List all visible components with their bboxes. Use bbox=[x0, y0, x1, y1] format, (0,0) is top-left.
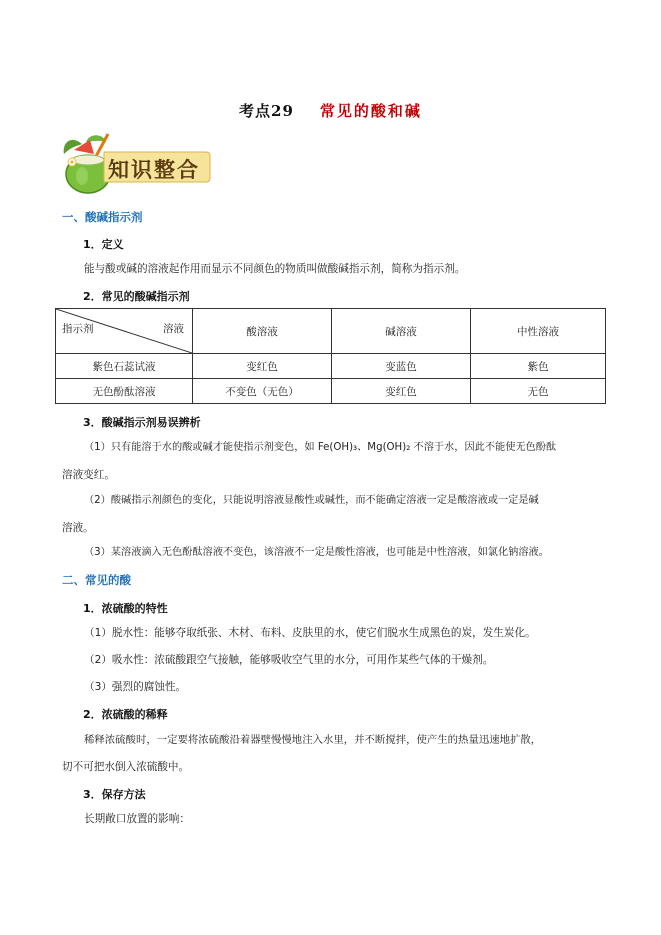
row1-acid: 变红色 bbox=[193, 354, 332, 379]
row1-base: 变蓝色 bbox=[332, 354, 471, 379]
s2-label: 2．常见的酸碱指示剂 bbox=[83, 290, 190, 303]
page-title bbox=[0, 100, 661, 121]
row2-name: 无色酚酞溶液 bbox=[56, 379, 193, 404]
s3-p2-line1: （2）酸碱指示剂颜色的变化，只能说明溶液显酸性或碱性，而不能确定溶液一定是酸溶液或一定是碱 bbox=[84, 495, 539, 506]
acid-s1-label: 1．浓硫酸的特性 bbox=[83, 602, 168, 615]
acid-s2-label: 2．浓硫酸的稀释 bbox=[83, 708, 168, 721]
banner-text: 知识整合 bbox=[108, 157, 200, 182]
corner-left: 指示剂 bbox=[62, 323, 94, 335]
row2-acid: 不变色（无色） bbox=[193, 379, 332, 404]
table-row bbox=[56, 379, 606, 404]
acid-s2-line1: 稀释浓硫酸时，一定要将浓硫酸沿着器壁慢慢地注入水里，并不断搅拌，使产生的热量迅速地扩散， bbox=[84, 734, 542, 746]
s1-text: 能与酸或碱的溶液起作用而显示不同颜色的物质叫做酸碱指示剂，简称为指示剂。 bbox=[84, 263, 466, 275]
indicator-table bbox=[55, 308, 606, 404]
acid-s2-line2: 切不可把水倒入浓硫酸中。 bbox=[62, 761, 190, 773]
s3-p1-line2: 溶液变红。 bbox=[62, 469, 115, 481]
section2-heading: 二、常见的酸 bbox=[62, 573, 131, 587]
header-base: 碱溶液 bbox=[332, 309, 471, 354]
acid-s3-text: 长期敞口放置的影响： bbox=[84, 813, 190, 825]
table-corner-cell bbox=[56, 309, 193, 354]
row2-neutral: 无色 bbox=[471, 379, 606, 404]
table-row bbox=[56, 354, 606, 379]
header-neutral: 中性溶液 bbox=[471, 309, 606, 354]
acid-s1-item3: （3）强烈的腐蚀性。 bbox=[84, 681, 187, 693]
acid-s1-item1: （1）脱水性：能够夺取纸张、木材、布料、皮肤里的水，使它们脱水生成黑色的炭，发生炭化。 bbox=[84, 627, 536, 639]
s1-label: 1．定义 bbox=[83, 238, 124, 251]
s3-p1-line1: （1）只有能溶于水的酸或碱才能使指示剂变色，如 Fe(OH)₃、Mg(OH)₂ 不溶于水，因此不能使无色酚酞 bbox=[84, 442, 557, 453]
row1-name: 紫色石蕊试液 bbox=[56, 354, 193, 379]
topic-code: 考点29 bbox=[239, 102, 294, 120]
row2-base: 变红色 bbox=[332, 379, 471, 404]
row1-neutral: 紫色 bbox=[471, 354, 606, 379]
knowledge-banner bbox=[60, 132, 212, 196]
acid-s1-item2: （2）吸水性：浓硫酸跟空气接触，能够吸收空气里的水分，可用作某些气体的干燥剂。 bbox=[84, 654, 494, 666]
acid-s3-label: 3．保存方法 bbox=[83, 788, 146, 801]
s3-p2-line2: 溶液。 bbox=[62, 522, 94, 534]
header-acid: 酸溶液 bbox=[193, 309, 332, 354]
s3-label: 3．酸碱指示剂易误辨析 bbox=[83, 416, 201, 429]
section1-heading: 一、酸碱指示剂 bbox=[62, 210, 143, 224]
s3-p3: （3）某溶液滴入无色酚酞溶液不变色，该溶液不一定是酸性溶液，也可能是中性溶液，如氯化钠溶液。 bbox=[84, 547, 549, 558]
topic-title: 常见的酸和碱 bbox=[319, 102, 422, 120]
corner-right: 溶液 bbox=[163, 323, 184, 335]
